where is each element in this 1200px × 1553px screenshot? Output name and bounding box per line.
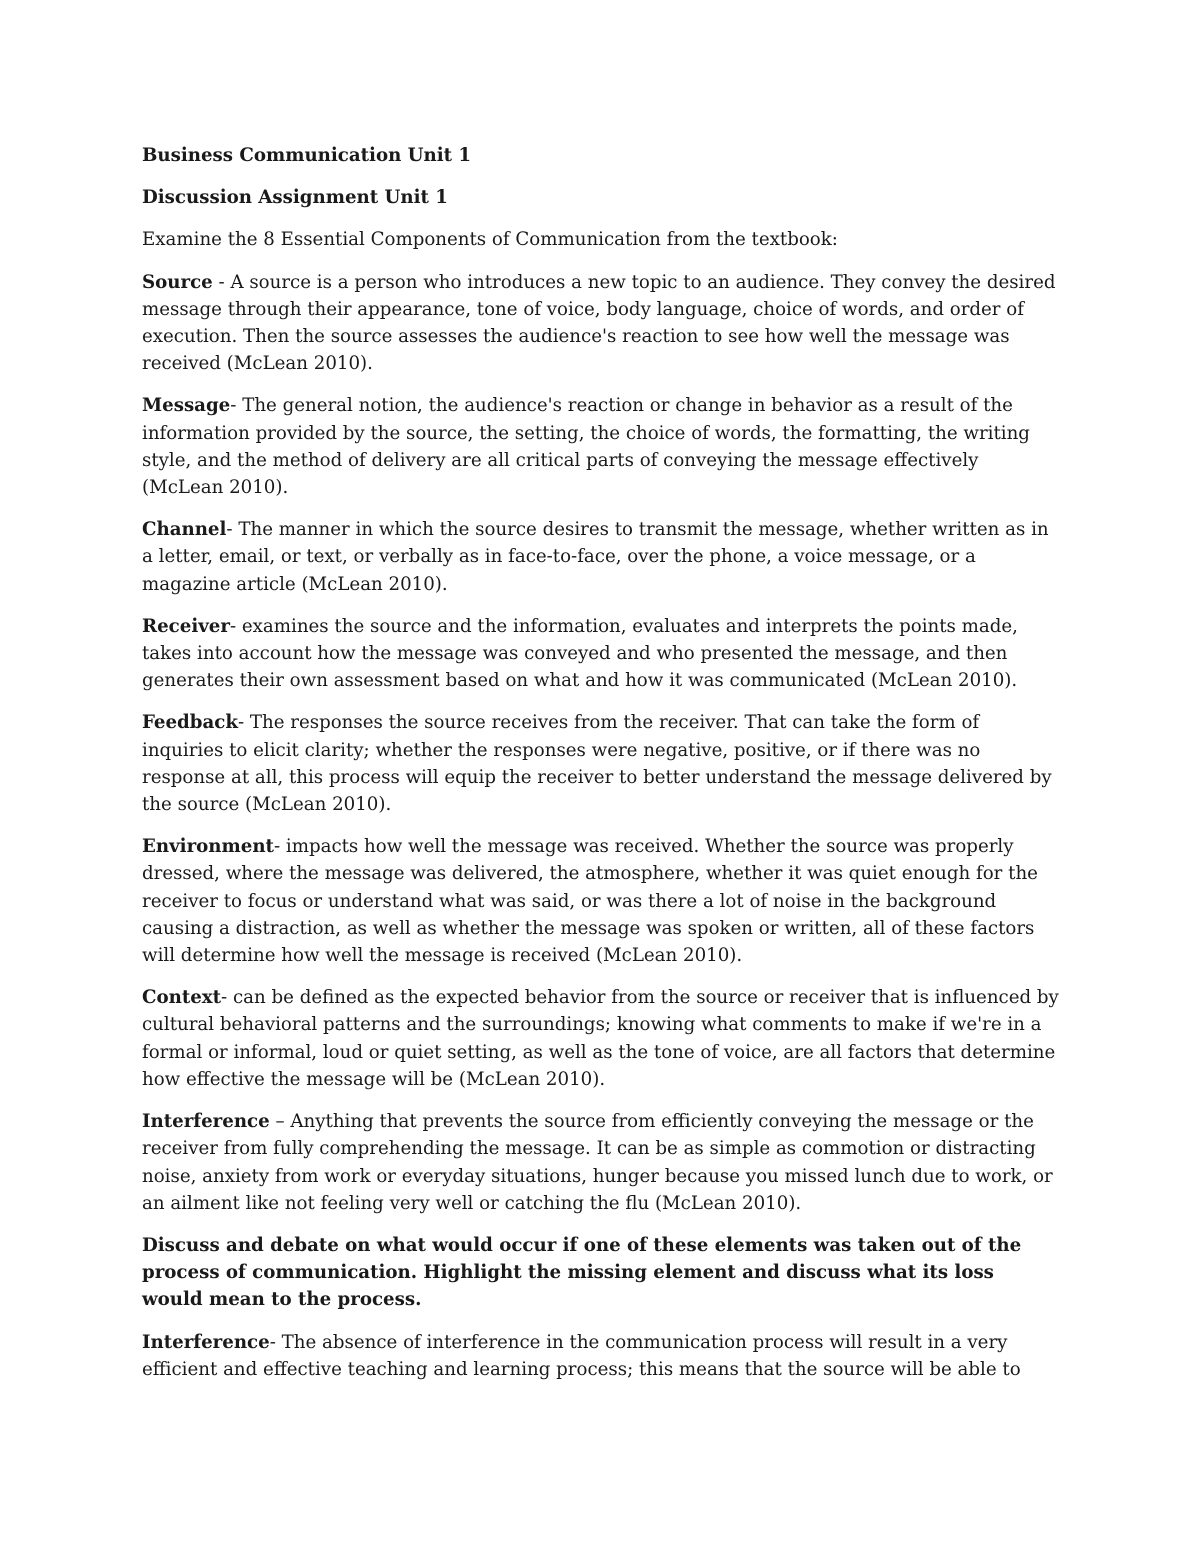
discussion-prompt: Discuss and debate on what would occur if one of these elements was taken out of the process of communication. Highlight the missing element and discuss what its loss would mean to the process.: [142, 1234, 1022, 1311]
component-separator: -: [273, 836, 286, 858]
component-description: can be defined as the expected behavior from the source or receiver that is influenced by cultural behavioral patterns and the surroundings; knowing what comments to make if we're in a formal or informal, loud or quiet setting, as well as the tone of voice, are all factors that determine how effective the message will be (McLean 2010).: [142, 987, 1059, 1090]
component-term: Message: [142, 395, 231, 417]
component-term: Context: [142, 987, 222, 1009]
answer-text: The absence of interference in the communication process will result in a very efficient and effective teaching and learning process; this means that the source will be able to: [142, 1331, 1021, 1380]
document-subtitle: Discussion Assignment Unit 1: [142, 187, 448, 209]
component-paragraph-context: [142, 984, 1060, 1093]
component-paragraph-interference: [142, 1108, 1060, 1217]
component-paragraph-channel: [142, 516, 1060, 598]
component-separator: -: [230, 395, 243, 417]
component-separator: -: [229, 615, 242, 637]
component-separator: -: [221, 987, 233, 1009]
component-separator: -: [237, 712, 250, 734]
answer-separator: -: [269, 1331, 282, 1353]
component-description: The manner in which the source desires to transmit the message, whether written as in a letter, email, or text, or verbally as in face-to-face, over the phone, a voice message, or a magazine article (McLean 2010).: [142, 519, 1049, 595]
component-term: Receiver: [142, 615, 230, 637]
component-paragraph-message: [142, 392, 1060, 501]
component-paragraph-feedback: [142, 709, 1060, 818]
component-paragraph-receiver: [142, 613, 1060, 695]
component-paragraph-source: [142, 269, 1060, 378]
component-description: Anything that prevents the source from efficiently conveying the message or the receiver from fully comprehending the message. It can be as simple as commotion or distracting noise, anxiety from work or everyday situations, hunger because you missed lunch due to work, or an ailment like not feeling very well or catching the flu (McLean 2010).: [142, 1111, 1053, 1214]
answer-term: Interference: [142, 1331, 270, 1353]
document-title: Business Communication Unit 1: [142, 145, 472, 166]
component-description: The responses the source receives from the receiver. That can take the form of inquiries to elicit clarity; whether the responses were negative, positive, or if there was no response at all, this process will equip the receiver to better understand the message delivered by the source (McLean 2010).: [142, 712, 1052, 816]
component-term: Environment: [142, 836, 274, 858]
component-separator: –: [269, 1111, 291, 1133]
component-term: Interference: [142, 1111, 270, 1133]
component-term: Channel: [142, 519, 227, 541]
intro-text: Examine the 8 Essential Components of Communication from the textbook:: [142, 229, 838, 251]
component-description: examines the source and the information, evaluates and interprets the points made, takes into account how the message was conveyed and who presented the message, and then generates their own assessment based on what and how it was communicated (McLean 2010).: [142, 615, 1018, 692]
component-description: The general notion, the audience's reaction or change in behavior as a result of the information provided by the source, the setting, the choice of words, the formatting, the writing style, and the method of delivery are all critical parts of conveying the message effectively (McLean 2010).: [142, 395, 1030, 499]
component-description: impacts how well the message was received. Whether the source was properly dressed, where the message was delivered, the atmosphere, whether it was quiet enough for the receiver to focus or understand what was said, or was there a lot of noise in the background causing a distraction, as well as whether the message was spoken or written, all of these factors will determine how well the message is received (McLean 2010).: [142, 836, 1038, 967]
document-page: [142, 142, 1060, 1398]
component-term: Feedback: [142, 712, 238, 734]
answer-paragraph: [142, 1329, 1060, 1383]
component-separator: -: [226, 519, 239, 541]
component-description: A source is a person who introduces a new topic to an audience. They convey the desired message through their appearance, tone of voice, body language, choice of words, and order of execution. Then the source assesses the audience's reaction to see how well the message was received (McLean 2010).: [142, 271, 1056, 375]
component-paragraph-environment: [142, 833, 1060, 969]
component-separator: -: [212, 271, 231, 293]
component-term: Source: [142, 271, 213, 293]
